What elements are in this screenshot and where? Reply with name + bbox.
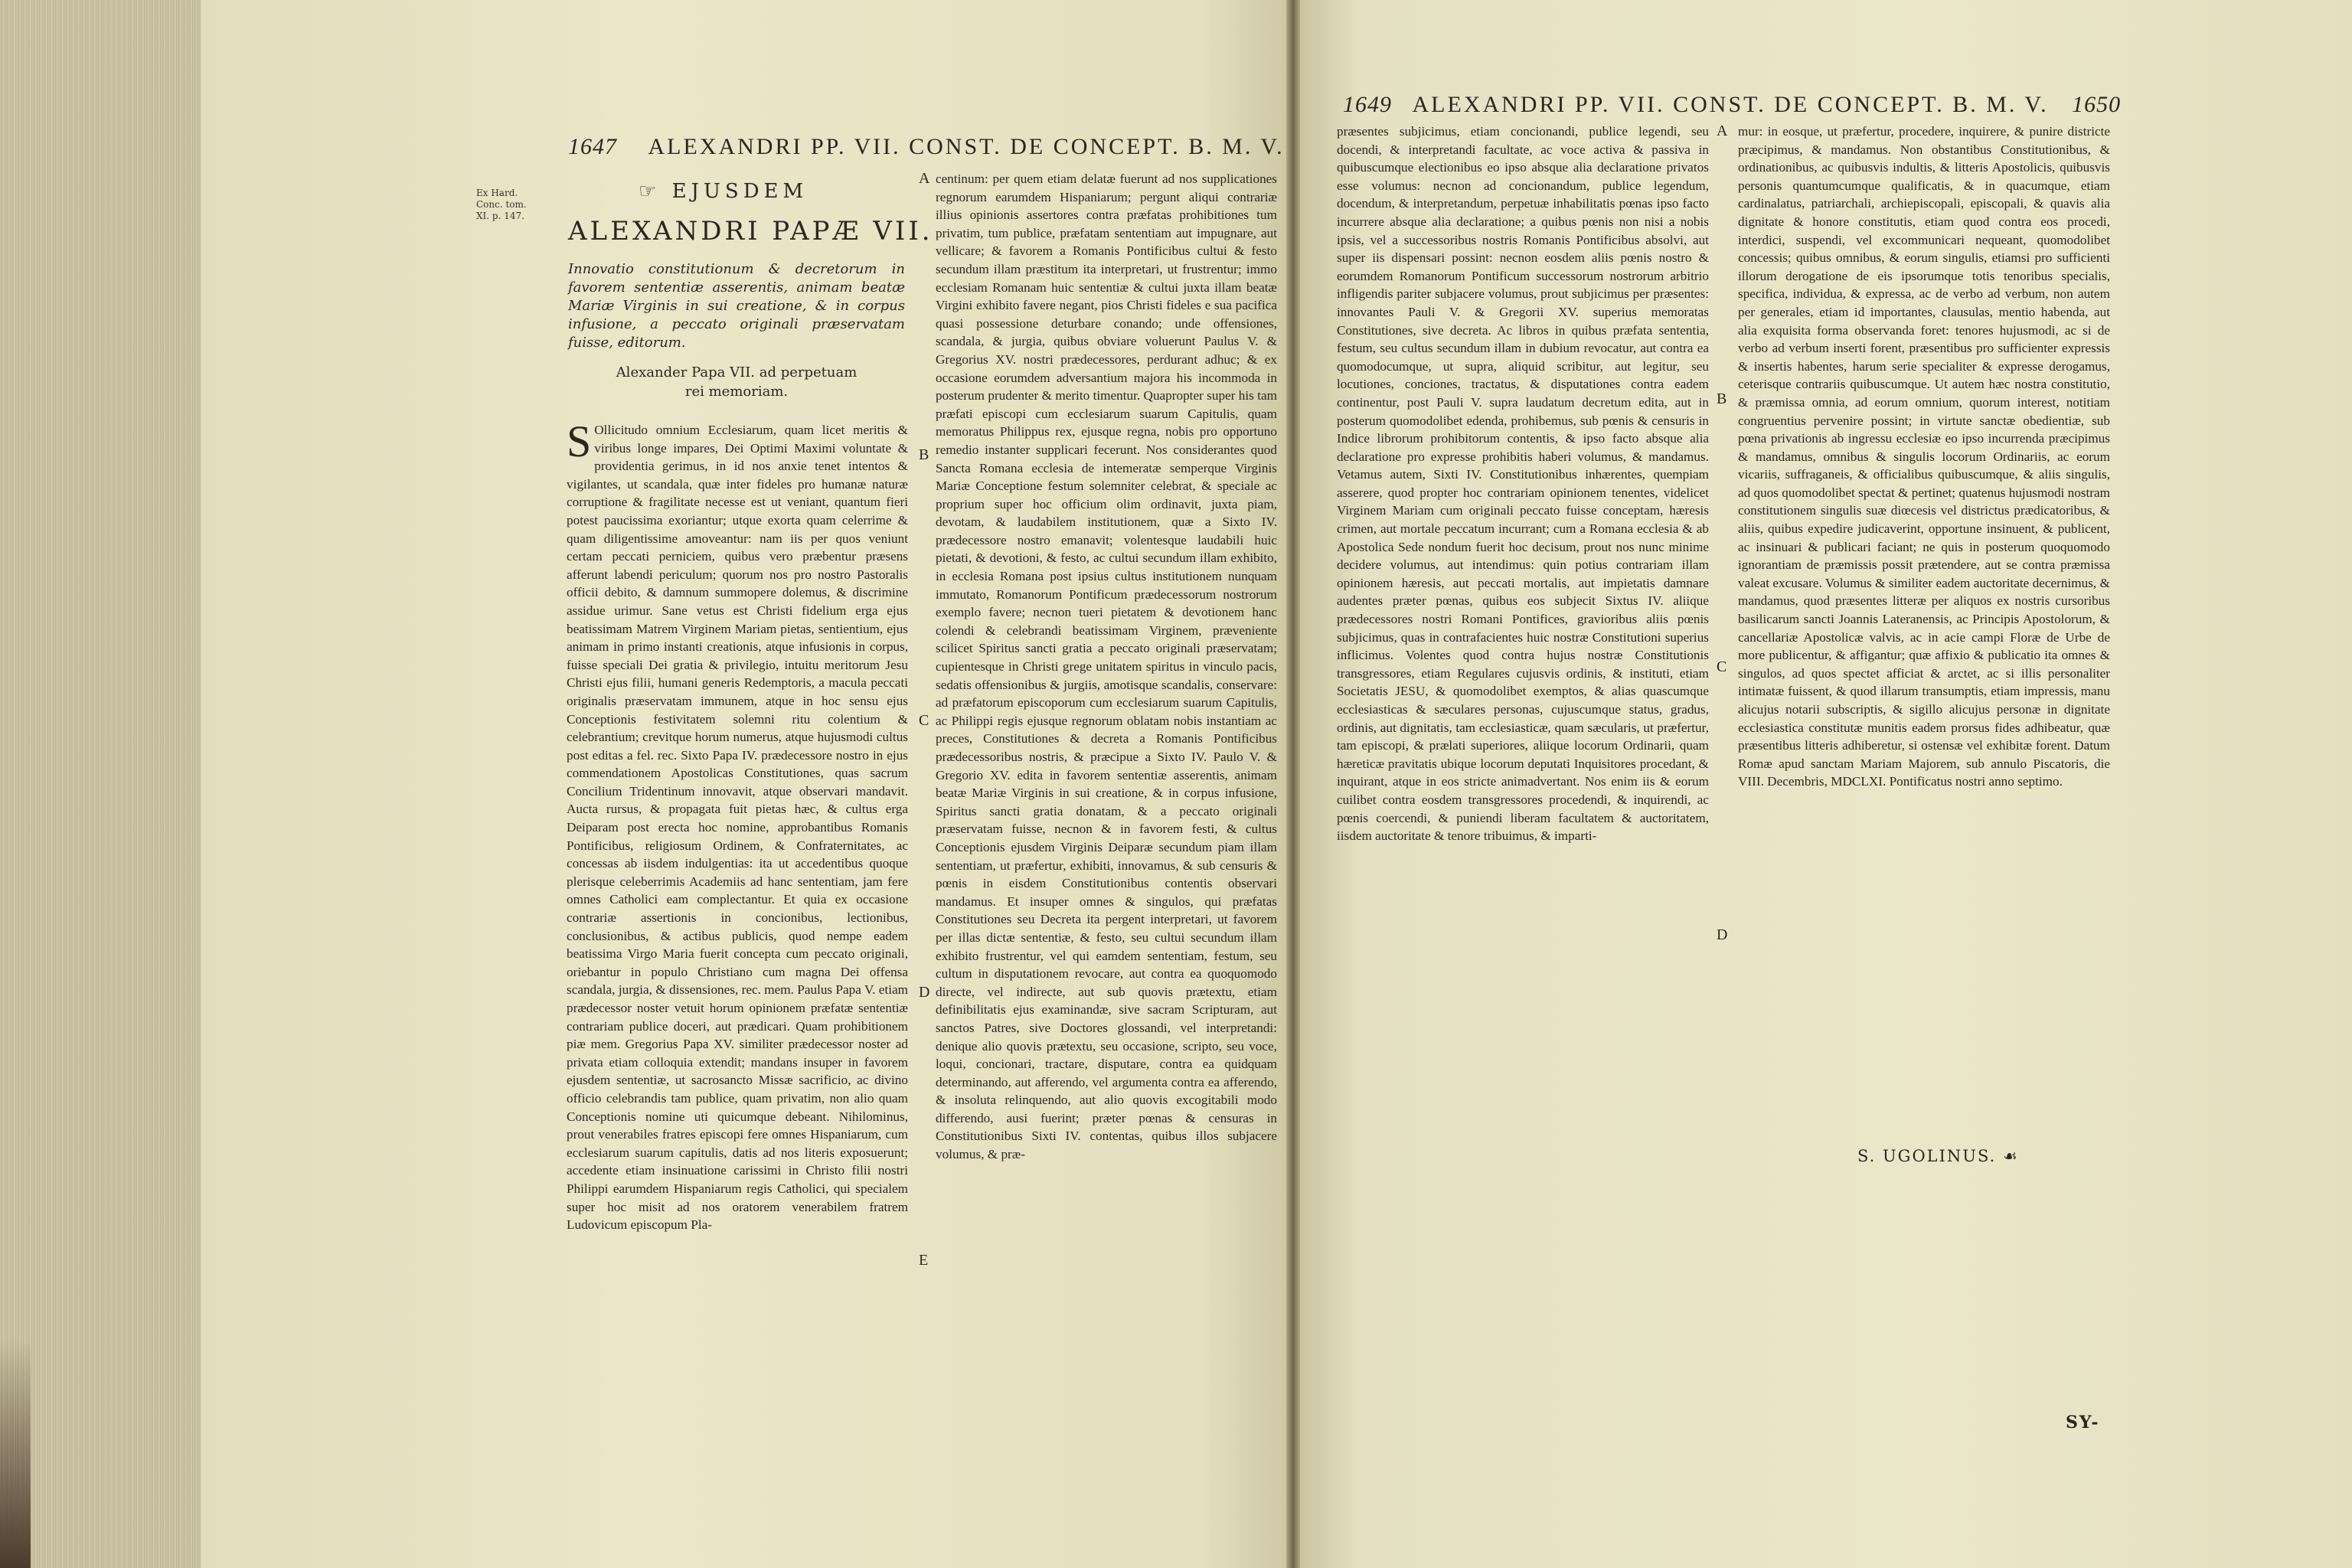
right-running-title: ALEXANDRI PP. VII. CONST. DE CONCEPT. B. M. V. <box>1412 92 2049 117</box>
section-letter-d: D <box>919 984 930 1001</box>
right-section-letter-b: B <box>1717 390 1727 407</box>
decree-summary: Innovatio constitutionum & decretorum in favorem sententiæ asserentis, animam beatæ Mariæ Virginis in sui creatione, & in corpus infusione, a peccato originali præservatam fuisse, editorum. <box>568 261 905 351</box>
section-letter-e: E <box>919 1252 929 1269</box>
left-column-1 <box>567 416 908 1524</box>
right-page <box>1300 0 2352 1568</box>
catchword: SY- <box>2066 1413 2100 1432</box>
left-running-title: ALEXANDRI PP. VII. CONST. DE CONCEPT. B. M. V. <box>648 134 1285 159</box>
book-gutter <box>1286 0 1300 1568</box>
right-section-letter-c: C <box>1717 658 1727 675</box>
section-letter-b: B <box>919 446 929 463</box>
section-letter-a: A <box>919 170 930 187</box>
right-column-2-text: mur: in eosque, ut præfertur, procedere, inquirere, & punire districte præcipimus, & mandamus. Non obstantibus Constitutionibus, & ordinationibus, ac quibusvis indultis, & litteris Apostolicis, quibusvis personis quantumcumque qualificatis, & in quacumque, etiam cardinalatus, patriarchali, archiepiscopali, episcopali, & quavis alia dignitate & honore constitutis, etiam quod contra eos procedi, interdici, suspendi, vel excommunicari nequeant, quomodolibet concessis; quibus omnibus, & eorum singulis, etiamsi pro sufficienti illorum derogatione de eis ipsorumque totis tenoribus specialis, specifica, individua, & expressa, ac de verbo ad verbum, non autem per generales, etiam id importantes, clausulas, mentio habenda, aut alia exquisita forma observanda foret: tenores hujusmodi, ac si de verbo ad verbum inserti forent, præsentibus pro sufficienter expressis & insertis habentes, harum serie specialiter & expresse derogamus, ceterisque contrariis quibuscumque. Ut autem hæc nostra constitutio, & præmissa omnia, ad eorum omnium, quorum interest, notitiam congruentius pervenire possint; in virtute sanctæ obedientiæ, sub pœna privationis ab ingressu ecclesiæ eo ipso incurrenda præcipimus & mandamus, omnibus & singulis locorum Ordinariis, ac eorum vicariis, suffraganeis, & officialibus quibuscumque, & aliis singulis, ad quos quomodolibet spectat & pertinet; quatenus hujusmodi nostram constitutionem singulis suæ diœcesis vel districtus prædicatoribus, & aliis, quibus expedire judicaverint, opportune insinuent, & publicent, ac insinuari & publicari faciant; ne quis in posterum quoquomodo ignorantiam de præmissis possit prætendere, aut se contra præmissa valeat excusare. Volumus & similiter eadem auctoritate decernimus, & mandamus, quod præsentes litteræ per aliquos ex nostris cursoribus basilicarum sancti Joannis Lateranensis, ac Principis Apostolorum, & cancellariæ Apostolicæ valvis, ac in acie campi Floræ de Urbe de more publicentur, & affigantur; quæ affixio & publicatio ita omnes & singulos, ad quos spectet afficiat & arctet, ac si illis personaliter intimatæ fuissent, & quod illarum transumptis, etiam impressis, manu alicujus notarii subscriptis, & sigillo alicujus personæ in dignitate ecclesiastica constitutæ munitis eadem prorsus fides adhibeatur, quæ præsentibus litteris adhiberetur, si ostensæ vel exhibitæ forent. Datum Romæ apud sanctam Mariam Majorem, sub annulo Piscatoris, die VIII. Decembris, MDCLXI. Pontificatus nostri anno septimo. <box>1738 124 2110 789</box>
book-fore-edge <box>0 0 201 1568</box>
section-letter-c: C <box>919 712 929 729</box>
left-column-2 <box>936 170 1277 1529</box>
left-column-2-text: centinum: per quem etiam delatæ fuerunt ad nos supplicationes regnorum earumdem Hispaniarum; pergunt aliqui contrariæ illius opinionis assertores contra præfatas prohibitiones tum privatim, tum publice, præfatam sententiam aut impugnare, aut vellicare; & favorem a Romanis Pontificibus cultui & festo secundum illam præstitum ita interpretari, ut frustrentur; immo ecclesiam Romanam huic sententiæ & cultui juxta illam beatæ Virgini exhibito favere negant, pios Christi fideles e sua pacifica quasi possessione deturbare conando; unde offensiones, scandala, & jurgia, quibus obviare voluerunt Paulus V. & Gregorius XV. nostri prædecessores, perdurant adhuc; & ex occasione eorumdem adversantium majora his incommoda in posterum prudenter & merito timentur. Quapropter super his tam præfati episcopi cum ecclesiarum suarum Capitulis, quam memoratus Philippus rex, ejusque regna, nobis pro opportuno remedio instanter supplicari fecerunt. Nos considerantes quod Sancta Romana ecclesia de intemeratæ semperque Virginis Mariæ Conceptione festum solemniter celebrat, & speciale ac proprium super hoc officium olim ordinavit, juxta piam, devotam, & laudabilem institutionem, quæ a Sixto IV. prædecessore nostro emanavit; volentesque laudabili huic pietati, & devotioni, & festo, ac cultui secundum illam exhibito, in ecclesia Romana post ipsius cultus institutionem nunquam immutato, Romanorum Pontificum prædecessorum nostrorum exemplo favere; necnon tueri pietatem & devotionem hanc colendi & celebrandi beatissimam Virginem, præveniente scilicet Spiritus sancti gratia a peccato originali præservatam; cupientesque in Christi grege unitatem spiritus in vinculo pacis, sedatis offensionibus & jurgiis, amotisque scandalis, conservare: ad præfatorum episcoporum cum ecclesiarum suarum Capitulis, ac Philippi regis ejusque regnorum oblatam nobis instantiam ac preces, Constitutiones & decreta a Romanis Pontificibus prædecessoribus nostris, & præcipue a Sixto IV. Paulo V. & Gregorio XV. edita in favorem sententiæ asserentis, animam beatæ Mariæ Virginis in sui creatione, & in corpus infusione, Spiritus sancti gratia donatam, & a peccato originali præservatam fuisse, necnon & in favorem festi, & cultus Conceptionis ejusdem Virginis Deiparæ secundum piam illam sententiam, ut præfertur, exhibiti, innovamus, & sub censuris & pœnis in eisdem Constitutionibus contentis observari mandamus. Et insuper omnes & singulos, qui præfatas Constitutiones seu Decreta ita pergent interpretari, ut favorem per illas dictæ sententiæ, & festo, seu cultui secundum illam exhibito frustrentur, vel qui eamdem sententiam, festum, seu cultum in disputationem revocare, aut contra ea quoquomodo directe, vel indirecte, aut sub quovis prætextu, etiam definibilitatis ejus examinandæ, sive sacram Scripturam, aut sanctos Patres, sive Doctores glossandi, vel interpretandi: denique alio quovis prætextu, seu occasione, scripto, seu voce, loqui, concionari, tractare, disputare, contra ea quidquam determinando, aut afferendo, vel argumenta contra ea afferendo, & insoluta relinquendo, aut alio quovis excogitabili modo differendo, ausi fuerint; præter pœnas & censuras in Constitutionibus Sixti IV. contentas, quibus illos subjacere volumus, & præ- <box>936 172 1277 1162</box>
right-section-letter-a: A <box>1717 122 1728 139</box>
addressee-line-1: Alexander Papa VII. ad perpetuam <box>616 364 858 381</box>
dropcap-s: S <box>567 416 592 466</box>
right-column-1-text: præsentes subjicimus, etiam concionandi, publice legendi, seu docendi, & interpretandi facultate, ac voce activa & passiva in quibuscumque electionibus eo ipso absque alia declaratione privatos esse volumus: necnon ad concionandum, publice legendum, docendum, & interpretandum, perpetuæ inhabilitatis pœnas ipso facto incurrere absque alia declaratione; a quibus pœnis non nisi a nobis ipsis, vel a successoribus nostris Romanis Pontificibus absolvi, aut super iis dispensari possint: necnon eosdem aliis pœnis nostro & eorumdem Romanorum Pontificum successorum nostrorum arbitrio infligendis pariter subjacere volumus, prout subjicimus per præsentes: innovantes Pauli V. & Gregorii XV. superius memoratas Constitutiones, sive decreta. Ac libros in quibus præfata sententia, festum, seu cultus secundum illam in dubium revocatur, aut contra ea quomodocumque, ut supra, aliquid scribitur, aut legitur, seu locutiones, conciones, tractatus, & disputationes contra eadem continentur, post Pauli V. supra laudatum decretum edita, aut in posterum quomodolibet edenda, prohibemus, sub pœnis & censuris in Indice librorum prohibitorum contentis, & ipso facto absque alia declaratione pro expresse prohibitis haberi volumus, & mandamus. Vetamus autem, Sixti IV. Constitutionibus inhærentes, quempiam asserere, quod propter hoc contrariam opinionem tenentes, videlicet Virginem Mariam cum originali peccato fuisse conceptam, hæresis crimen, aut mortale peccatum incurrant; cum a Romana ecclesia & ab Apostolica Sede nondum fuerit hoc decisum, prout nos nunc minime decidere volumus, aut intendimus: quin potius contrariam illam opinionem hæresis, aut peccati mortalis, aut impietatis damnare audentes præter pœnas, quibus eos subjecit Sixtus IV. aliique prædecessores nostri Romani Pontifices, gravioribus aliis pœnis subjicimus, quas in contrafacientes huic nostræ Constitutioni superius inflicimus. Volentes quod contra hujus nostræ Constitutionis transgressores, etiam Regulares cujusvis ordinis, & instituti, etiam Societatis JESU, & quomodolibet exemptos, & alias quascumque ecclesiasticas & sæculares personas, cujuscumque status, gradus, ordinis, aut dignitatis, tam ecclesiasticæ, quam sæcularis, ut præfertur, tam episcopi, & prælati superiores, aliique locorum Ordinarii, quam hæreticæ pravitatis ubique locorum deputati Inquisitores procedant, & inquirant, atque in eos stricte animadvertant. Nos enim iis & eorum cuilibet contra eosdem transgressores procedendi, & inquirendi, ac pœnis coercendi, & puniendi liberam facultatem & auctoritatem, iisdem auctoritate & tenore tribuimus, & imparti- <box>1337 124 1709 844</box>
heading-alexandri-papae: ALEXANDRI PAPÆ VII. <box>568 216 933 247</box>
right-running-head <box>1343 92 2121 118</box>
left-page <box>201 0 1286 1568</box>
right-column-2 <box>1738 122 2110 1145</box>
heading-ejusdem: ☞ EJUSDEM <box>639 180 808 203</box>
margin-note-source: Ex Hard. Conc. tom. XI. p. 147. <box>476 188 527 221</box>
left-column-1-text: Ollicitudo omnium Ecclesiarum, quam licet meritis & viribus longe impares, Dei Optimi Maximi voluntate & providentia gerimus, in id nos anxie tenet intentos & vigilantes, ut scandala, quæ inter fideles pro humanæ naturæ corruptione & fragilitate necesse est ut veniant, quantum fieri potest paucissima exoriantur; utque exorta quam celerrime & quam diligentissime amoveantur: nam iis per quos veniunt certam peccati perniciem, quibus vero præbentur præsens afferunt labendi periculum; quorum nos pro nostro Pastoralis officii debito, & damnum summopere dolemus, & discrimine assidue urimur. Sane vetus est Christi fidelium erga ejus beatissimam Matrem Virginem Mariam pietas, sentientium, ejus animam in primo instanti creationis, atque infusionis in corpus, fuisse speciali Dei gratia & privilegio, intuitu meritorum Jesu Christi ejus filii, humani generis Redemptoris, a macula peccati originalis præservatam immunem, atque in hoc sensu ejus Conceptionis festivitatem solemni ritu colentium & celebrantium; crevitque horum numerus, atque hujusmodi cultus post editas a fel. rec. Sixto Papa IV. prædecessore nostro in ejus commendationem Apostolicas Constitutiones, quas sacrum Concilium Tridentinum innovavit, atque observari mandavit. Aucta rursus, & propagata fuit pietas hæc, & cultus erga Deiparam post erecta hoc nomine, approbantibus Romanis Pontificibus, religiosum Ordinem, & Confraternitates, ac concessas ab iisdem indulgentias: ita ut accedentibus quoque plerisque celeberrimis Academiis ad hanc sententiam, jam fere omnes Catholici eam complectantur. Et quia ex occasione contrariæ assertionis in concionibus, lectionibus, conclusionibus, & actibus publicis, quod nempe eadem beatissima Virgo Maria fuerit concepta cum peccato originali, oriebantur in populo Christiano cum magna Dei offensa scandala, jurgia, & dissensiones, rec. mem. Paulus Papa V. etiam prædecessor noster vetuit horum opinionem præfatæ sententiæ contrariam publice doceri, aut prædicari. Quam prohibitionem piæ mem. Gregorius Papa XV. similiter prædecessor noster ad privata etiam colloquia extendit; mandans insuper in favorem ejusdem sententiæ, ut sacrosancto Missæ sacrificio, ac divino officio celebrandis tam publice, quam privatim, non alio quam Conceptionis nomine uti quicumque debeant. Nihilominus, prout venerabiles fratres episcopi fere omnes Hispaniarum, cum ecclesiarum suarum capitulis, datis ad nos literis exposuerunt; accedente etiam insinuatione carissimi in Christo filii nostri Philippi earumdem Hispaniarum regis Catholici, qui specialem super hoc misit ad nos oratorem venerabilem fratrem Ludovicum episcopum Pla- <box>567 423 908 1233</box>
right-page-number-right: 1650 <box>2072 92 2122 117</box>
signature-ugolinus: S. UGOLINUS. ☙ <box>1857 1147 2019 1165</box>
right-page-number: 1649 <box>1343 92 1392 117</box>
addressee-line-2: rei memoriam. <box>684 384 789 400</box>
right-section-letter-d: D <box>1717 926 1728 943</box>
left-page-number: 1647 <box>568 134 617 159</box>
right-column-1 <box>1337 122 1709 1179</box>
left-running-head <box>568 134 1352 160</box>
